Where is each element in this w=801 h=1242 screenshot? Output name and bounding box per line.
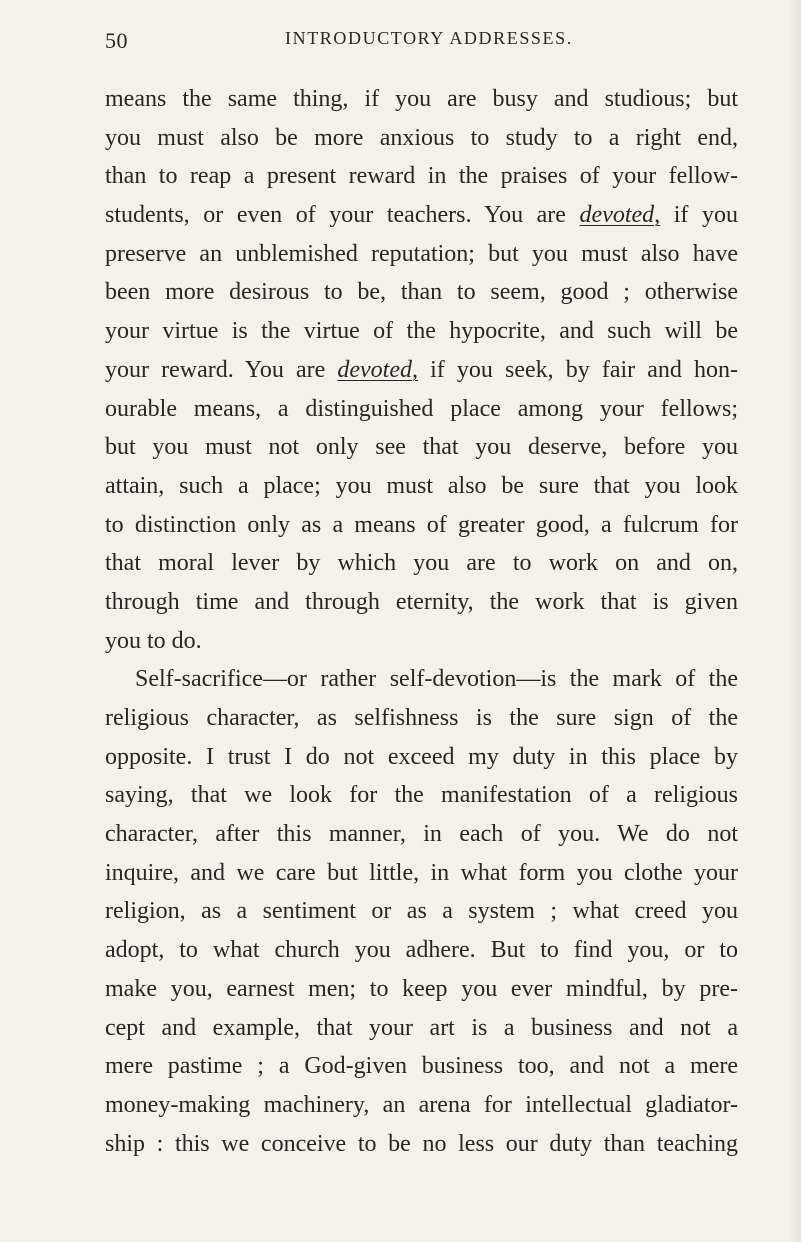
- text-line: religious character, as selfishness is the sure sign of the: [105, 705, 738, 731]
- text-line: your virtue is the virtue of the hypocrite, and such will be: [105, 318, 738, 345]
- text-line: saying, that we look for the manifestation of a religious: [105, 782, 738, 809]
- body-text: [105, 80, 738, 1163]
- text-line: through time and through eternity, the work that is given: [105, 588, 738, 615]
- text-line: you to do.: [105, 627, 202, 654]
- text-line: than to reap a present reward in the praises of your fellow-: [105, 163, 738, 190]
- text-line: that moral lever by which you are to work on and on,: [105, 550, 738, 577]
- text-fragment: if you: [673, 202, 739, 229]
- text-line: but you must not only see that you deserve, before you: [105, 434, 738, 461]
- italic-word: devoted,: [337, 356, 418, 383]
- text-line: attain, such a place; you must also be sure that you look: [105, 472, 738, 499]
- page-number: 50: [105, 28, 128, 53]
- running-head: [105, 28, 745, 54]
- text-line: cept and example, that your art is a business and not a: [105, 1014, 738, 1041]
- text-line: mere pastime ; a God-given business too, and not a mere: [105, 1053, 738, 1080]
- italic-word: devoted,: [579, 202, 661, 229]
- text-line: ship : this we conceive to be no less our duty than teaching: [105, 1130, 738, 1157]
- text-fragment: students, or even of your teachers. You are: [105, 202, 566, 229]
- text-line: to distinction only as a means of greater good, a fulcrum for: [105, 511, 738, 538]
- text-line: adopt, to what church you adhere. But to find you, or to: [105, 937, 738, 964]
- text-line: opposite. I trust I do not exceed my duty in this place by: [105, 743, 738, 770]
- text-line: means the same thing, if you are busy and studious; but: [105, 86, 738, 112]
- text-line: money-making machinery, an arena for intellectual gladiator-: [105, 1091, 738, 1118]
- text-line: Self-sacrifice—or rather self-devotion—is the mark of the: [135, 666, 738, 693]
- text-line: character, after this manner, in each of you. We do not: [105, 821, 738, 848]
- text-line: preserve an unblemished reputation; but you must also have: [105, 240, 738, 267]
- text-line: you must also be more anxious to study to a right end,: [105, 124, 738, 151]
- page-edge-shadow: [787, 0, 801, 1242]
- text-line: make you, earnest men; to keep you ever mindful, by pre-: [105, 975, 738, 1002]
- text-line: [105, 196, 738, 235]
- text-fragment: your reward. You are: [105, 356, 326, 383]
- text-line: [105, 351, 738, 390]
- text-line: been more desirous to be, than to seem, good ; otherwise: [105, 279, 738, 306]
- running-title: INTRODUCTORY ADDRESSES.: [285, 28, 573, 48]
- text-line: ourable means, a distinguished place among your fellows;: [105, 395, 738, 422]
- text-line: religion, as a sentiment or as a system ; what creed you: [105, 898, 738, 925]
- text-fragment: if you seek, by fair and hon-: [430, 356, 738, 383]
- text-line: inquire, and we care but little, in what form you clothe your: [105, 859, 738, 886]
